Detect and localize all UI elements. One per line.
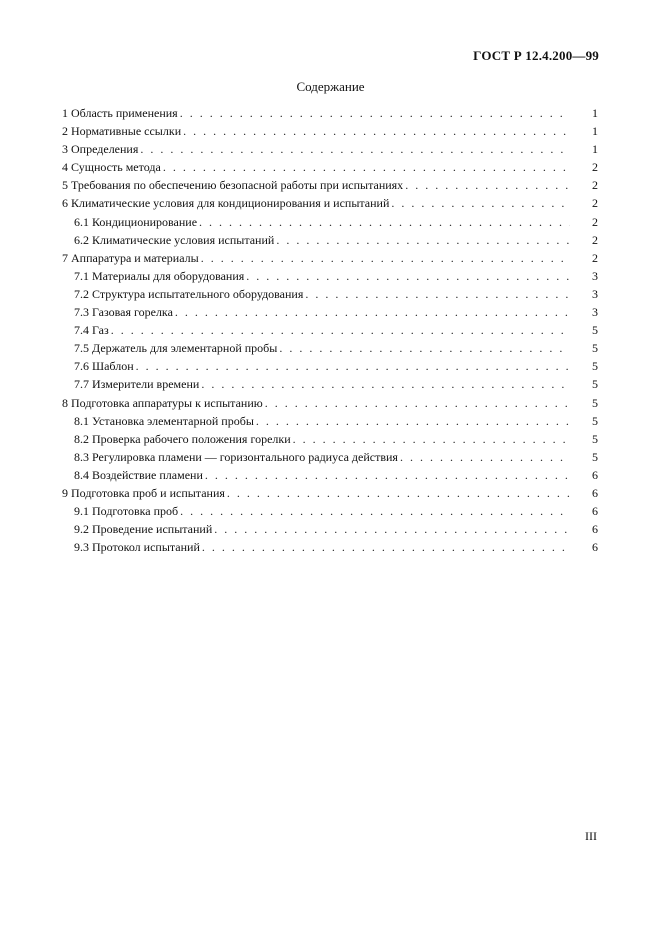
toc-entry-title: 7.7 Измерители времени [74,377,200,392]
toc-entry[interactable] [62,231,598,249]
toc-entry-title: 7.6 Шаблон [74,359,134,374]
toc-entry-page: 5 [592,323,598,338]
toc-leader-dots [227,484,570,502]
toc-entry-title: 2 Нормативные ссылки [62,124,182,139]
toc-entry-title: 9.2 Проведение испытаний [74,522,213,537]
toc-entry-title: 8.2 Проверка рабочего положения горелки [74,431,291,446]
toc-entry[interactable] [62,466,598,484]
toc-entry-page: 6 [592,485,598,500]
toc-entry-title: 9.1 Подготовка проб [74,504,179,519]
toc-entry-page: 6 [592,504,598,519]
toc-leader-dots [405,176,570,194]
toc-entry-title: 7.1 Материалы для оборудования [74,268,245,283]
toc-leader-dots [183,122,570,140]
toc-entry[interactable] [62,412,598,430]
toc-leader-dots [279,339,570,357]
toc-entry[interactable] [62,267,598,285]
toc-entry-page: 3 [592,286,598,301]
toc-entry-title: 5 Требования по обеспечению безопасной работы при испытаниях [62,178,404,193]
toc-entry[interactable] [62,122,598,140]
toc-entry-page: 6 [592,540,598,555]
toc-leader-dots [202,538,570,556]
toc-entry-page: 3 [592,268,598,283]
toc-entry-title: 8.1 Установка элементарной пробы [74,413,254,428]
toc-leader-dots [391,194,570,212]
toc-leader-dots [214,520,570,538]
toc-entry-title: 8.4 Воздействие пламени [74,467,203,482]
toc-entry[interactable] [62,502,598,520]
toc-entry[interactable] [62,375,598,393]
toc-entry-page: 2 [592,214,598,229]
toc-entry-title: 6.2 Климатические условия испытаний [74,232,275,247]
toc-entry-title: 7.4 Газ [74,323,109,338]
toc-entry-page: 5 [592,395,598,410]
toc-leader-dots [163,158,570,176]
toc-entry-title: 8 Подготовка аппаратуры к испытанию [62,395,263,410]
toc-entry-title: 3 Определения [62,142,139,157]
toc-leader-dots [246,267,570,285]
toc-entry-page: 5 [592,431,598,446]
toc-leader-dots [201,375,570,393]
toc-leader-dots [293,430,570,448]
toc-entry-page: 5 [592,413,598,428]
toc-entry[interactable] [62,448,598,466]
toc-entry[interactable] [62,430,598,448]
toc-entry[interactable] [62,213,598,231]
toc-leader-dots [201,249,570,267]
toc-entry-title: 9 Подготовка проб и испытания [62,485,225,500]
toc-entry-title: 7.2 Структура испытательного оборудования [74,286,304,301]
table-of-contents [62,104,598,556]
toc-entry-page: 2 [592,178,598,193]
toc-entry[interactable] [62,357,598,375]
toc-entry-page: 6 [592,467,598,482]
toc-entry[interactable] [62,285,598,303]
toc-entry-page: 1 [592,124,598,139]
toc-entry-page: 5 [592,341,598,356]
toc-entry[interactable] [62,538,598,556]
toc-leader-dots [256,412,570,430]
toc-entry-title: 9.3 Протокол испытаний [74,540,200,555]
toc-entry-page: 2 [592,250,598,265]
toc-leader-dots [276,231,570,249]
toc-leader-dots [305,285,570,303]
toc-entry-title: 4 Сущность метода [62,160,161,175]
toc-entry-page: 1 [592,142,598,157]
toc-entry-page: 1 [592,106,598,120]
toc-leader-dots [111,321,570,339]
toc-entry-page: 2 [592,232,598,247]
toc-entry-title: 7 Аппаратура и материалы [62,250,199,265]
toc-entry-page: 2 [592,160,598,175]
toc-entry[interactable] [62,104,598,122]
toc-entry-title: 6.1 Кондиционирование [74,214,198,229]
toc-leader-dots [199,213,570,231]
toc-leader-dots [205,466,570,484]
toc-entry[interactable] [62,249,598,267]
toc-entry-title: 1 Область применения [62,106,178,120]
toc-leader-dots [180,104,570,122]
toc-entry-title: 7.5 Держатель для элементарной пробы [74,341,278,356]
toc-entry-title: 6 Климатические условия для кондиционирования и испытаний [62,196,390,211]
toc-entry[interactable] [62,339,598,357]
toc-entry[interactable] [62,158,598,176]
toc-title: Содержание [296,79,365,94]
toc-entry-page: 5 [592,449,598,464]
toc-entry[interactable] [62,194,598,212]
toc-entry[interactable] [62,303,598,321]
toc-entry-page: 6 [592,522,598,537]
toc-leader-dots [175,303,570,321]
toc-entry-title: 8.3 Регулировка пламени — горизонтального радиуса действия [74,449,398,464]
toc-entry-page: 5 [592,359,598,374]
toc-entry[interactable] [62,394,598,412]
toc-leader-dots [265,394,570,412]
toc-entry-title: 7.3 Газовая горелка [74,305,173,320]
toc-leader-dots [400,448,570,466]
toc-entry-page: 3 [592,305,598,320]
toc-entry[interactable] [62,321,598,339]
toc-entry[interactable] [62,484,598,502]
toc-leader-dots [140,140,570,158]
toc-entry[interactable] [62,140,598,158]
page-number: III [585,829,597,843]
toc-entry-page: 5 [592,377,598,392]
document-code: ГОСТ Р 12.4.200—99 [473,48,599,63]
toc-entry[interactable] [62,520,598,538]
toc-entry-page: 2 [592,196,598,211]
toc-entry[interactable] [62,176,598,194]
toc-leader-dots [136,357,570,375]
toc-leader-dots [180,502,570,520]
